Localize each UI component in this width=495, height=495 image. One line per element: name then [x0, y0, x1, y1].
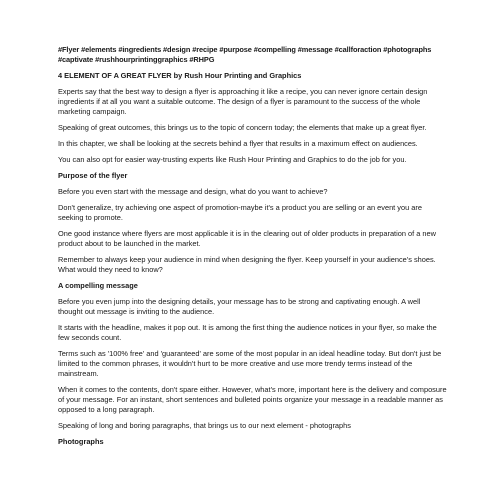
- message-paragraph-2: It starts with the headline, makes it pop out. It is among the first thing the audience notices in your flyer, so make the few seconds count.: [58, 323, 437, 342]
- message-paragraph-1: Before you even jump into the designing details, your message has to be strong and captivating enough. A well thought out message is inviting to the audience.: [58, 297, 421, 316]
- document-title: 4 ELEMENT OF A GREAT FLYER by Rush Hour Printing and Graphics: [58, 71, 302, 80]
- intro-paragraph-1: Experts say that the best way to design a flyer is approaching it like a recipe, you can never ignore certain design ingredients if at all you want a suitable outcome. The design of a flyer is paramount to the success of the whole marketing campaign.: [58, 87, 428, 116]
- section-heading-purpose: Purpose of the flyer: [58, 171, 128, 180]
- intro-paragraph-4: You can also opt for easier way-trusting experts like Rush Hour Printing and Graphics to do the job for you.: [58, 155, 407, 164]
- purpose-paragraph-1: Before you even start with the message and design, what do you want to achieve?: [58, 187, 328, 196]
- message-paragraph-3: Terms such as '100% free' and 'guaranteed' are some of the most popular in an ideal headline today. But don't just be limited to the common phrases, it wouldn't hurt to be more creative and use more trendy terms instead of the mainstream.: [58, 349, 442, 378]
- purpose-paragraph-3: One good instance where flyers are most applicable it is in the clearing out of older products in preparation of a new product about to be launched in the market.: [58, 229, 436, 248]
- hashtags: #Flyer #elements #ingredients #design #recipe #purpose #compelling #message #callforaction #photographs #captivate #rushhourprintinggraphics #RHPG: [58, 45, 432, 64]
- intro-paragraph-2: Speaking of great outcomes, this brings us to the topic of concern today; the elements that make up a great flyer.: [58, 123, 427, 132]
- purpose-paragraph-2: Don't generalize, try achieving one aspect of promotion-maybe it's a product you are selling or an event you are seeking to promote.: [58, 203, 422, 222]
- section-heading-message: A compelling message: [58, 281, 138, 290]
- purpose-paragraph-4: Remember to always keep your audience in mind when designing the flyer. Keep yourself in your audience's shoes. What would they need to know?: [58, 255, 436, 274]
- section-heading-photographs: Photographs: [58, 437, 104, 446]
- message-paragraph-4: When it comes to the contents, don't spare either. However, what's more, important here is the delivery and composure of your message. For an instant, short sentences and bulleted points organize your message in a readable manner as opposed to a long paragraph.: [58, 385, 447, 414]
- intro-paragraph-3: In this chapter, we shall be looking at the secrets behind a flyer that results in a maximum effect on audiences.: [58, 139, 418, 148]
- message-paragraph-5: Speaking of long and boring paragraphs, that brings us to our next element - photographs: [58, 421, 351, 430]
